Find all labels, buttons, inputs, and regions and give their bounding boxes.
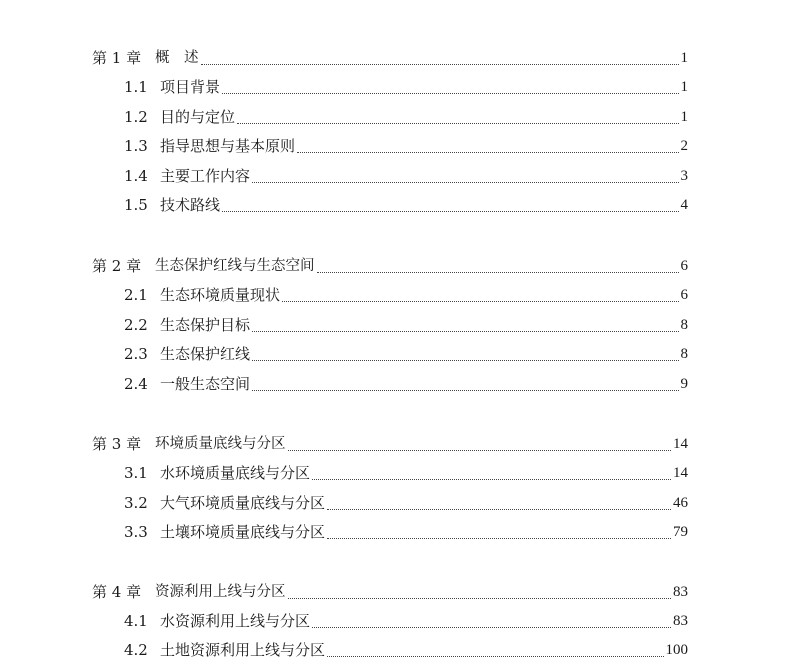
toc-page-number: 1 (680, 109, 688, 125)
toc-chapter-entry[interactable] (92, 46, 688, 70)
toc-entry-title: 项目背景 (160, 78, 221, 96)
toc-entry-title: 资源利用上线与分区 (155, 584, 286, 600)
toc-entry-title: 生态环境质量现状 (160, 286, 281, 304)
toc-entry-number: 第 1 章 (92, 49, 142, 67)
toc-page-number: 1 (680, 50, 688, 66)
toc-section-entry[interactable] (92, 520, 688, 544)
toc-page-number: 100 (665, 642, 688, 658)
toc-page-number: 9 (680, 376, 688, 392)
toc-entry-title: 主要工作内容 (160, 167, 251, 185)
toc-dot-leader (222, 92, 678, 94)
toc-entry-number: 2.4 (124, 375, 148, 393)
toc-entry-number: 4.1 (124, 612, 148, 630)
toc-entry-title: 目的与定位 (160, 108, 236, 126)
toc-entry-title: 生态保护红线 (160, 345, 251, 363)
toc-section-entry[interactable] (92, 342, 688, 366)
toc-entry-number: 3.2 (124, 494, 148, 512)
toc-dot-leader (288, 449, 672, 451)
toc-dot-leader (327, 655, 663, 657)
toc-dot-leader (317, 271, 679, 273)
toc-entry-title: 水环境质量底线与分区 (160, 464, 311, 482)
toc-entry-number: 第 2 章 (92, 257, 142, 275)
toc-section-entry[interactable] (92, 283, 688, 307)
toc-section-entry[interactable] (92, 193, 688, 217)
toc-entry-number: 1.2 (124, 108, 148, 126)
toc-entry-number: 1.1 (124, 78, 148, 96)
toc-entry-number: 1.5 (124, 196, 148, 214)
toc-entry-number: 1.4 (124, 167, 148, 185)
toc-dot-leader (252, 181, 678, 183)
toc-section-entry[interactable] (92, 75, 688, 99)
toc-entry-number: 2.1 (124, 286, 148, 304)
toc-entry-number: 3.3 (124, 523, 148, 541)
toc-dot-leader (282, 300, 678, 302)
toc-page-number: 6 (680, 258, 688, 274)
toc-dot-leader (327, 508, 671, 510)
toc-page-number: 83 (673, 613, 688, 629)
toc-section-entry[interactable] (92, 105, 688, 129)
toc-dot-leader (297, 151, 678, 153)
toc-section-entry[interactable] (92, 461, 688, 485)
toc-page-number: 79 (673, 524, 688, 540)
toc-section-entry[interactable] (92, 609, 688, 633)
toc-entry-title: 技术路线 (160, 196, 221, 214)
toc-page-number: 4 (680, 197, 688, 213)
toc-entry-title: 生态保护目标 (160, 316, 251, 334)
toc-dot-leader (222, 210, 678, 212)
toc-entry-title: 指导思想与基本原则 (160, 137, 296, 155)
toc-entry-number: 2.2 (124, 316, 148, 334)
toc-page-number: 1 (680, 79, 688, 95)
toc-dot-leader (312, 478, 671, 480)
toc-entry-title: 土壤环境质量底线与分区 (160, 523, 326, 541)
toc-dot-leader (252, 389, 678, 391)
toc-dot-leader (312, 626, 671, 628)
toc-section-entry[interactable] (92, 164, 688, 188)
toc-dot-leader (288, 597, 672, 599)
toc-entry-title: 大气环境质量底线与分区 (160, 494, 326, 512)
toc-entry-title: 概 述 (155, 50, 199, 66)
toc-section-entry[interactable] (92, 134, 688, 158)
toc-section-entry[interactable] (92, 372, 688, 396)
toc-page-number: 8 (680, 346, 688, 362)
toc-entry-title: 一般生态空间 (160, 375, 251, 393)
toc-chapter-entry[interactable] (92, 580, 688, 604)
toc-dot-leader (237, 122, 678, 124)
toc-section-entry[interactable] (92, 638, 688, 662)
toc-entry-number: 第 3 章 (92, 435, 142, 453)
toc-page-number: 8 (680, 317, 688, 333)
toc-chapter-entry[interactable] (92, 432, 688, 456)
toc-page-number: 46 (673, 495, 688, 511)
toc-entry-title: 环境质量底线与分区 (155, 436, 286, 452)
toc-dot-leader (327, 537, 671, 539)
toc-section-entry[interactable] (92, 313, 688, 337)
toc-page-number: 14 (673, 465, 688, 481)
toc-entry-title: 土地资源利用上线与分区 (160, 641, 326, 659)
toc-page-number: 2 (680, 138, 688, 154)
toc-dot-leader (252, 330, 678, 332)
toc-entry-number: 第 4 章 (92, 583, 142, 601)
toc-entry-number: 3.1 (124, 464, 148, 482)
toc-page-number: 83 (673, 584, 688, 600)
toc-entry-title: 水资源利用上线与分区 (160, 612, 311, 630)
toc-page-number: 6 (680, 287, 688, 303)
toc-section-entry[interactable] (92, 491, 688, 515)
toc-entry-number: 2.3 (124, 345, 148, 363)
toc-entry-number: 4.2 (124, 641, 148, 659)
toc-page-number: 3 (680, 168, 688, 184)
toc-page-number: 14 (673, 436, 688, 452)
toc-dot-leader (252, 359, 678, 361)
toc-entry-number: 1.3 (124, 137, 148, 155)
toc-chapter-entry[interactable] (92, 254, 688, 278)
toc-dot-leader (201, 63, 679, 65)
toc-entry-title: 生态保护红线与生态空间 (155, 258, 315, 274)
